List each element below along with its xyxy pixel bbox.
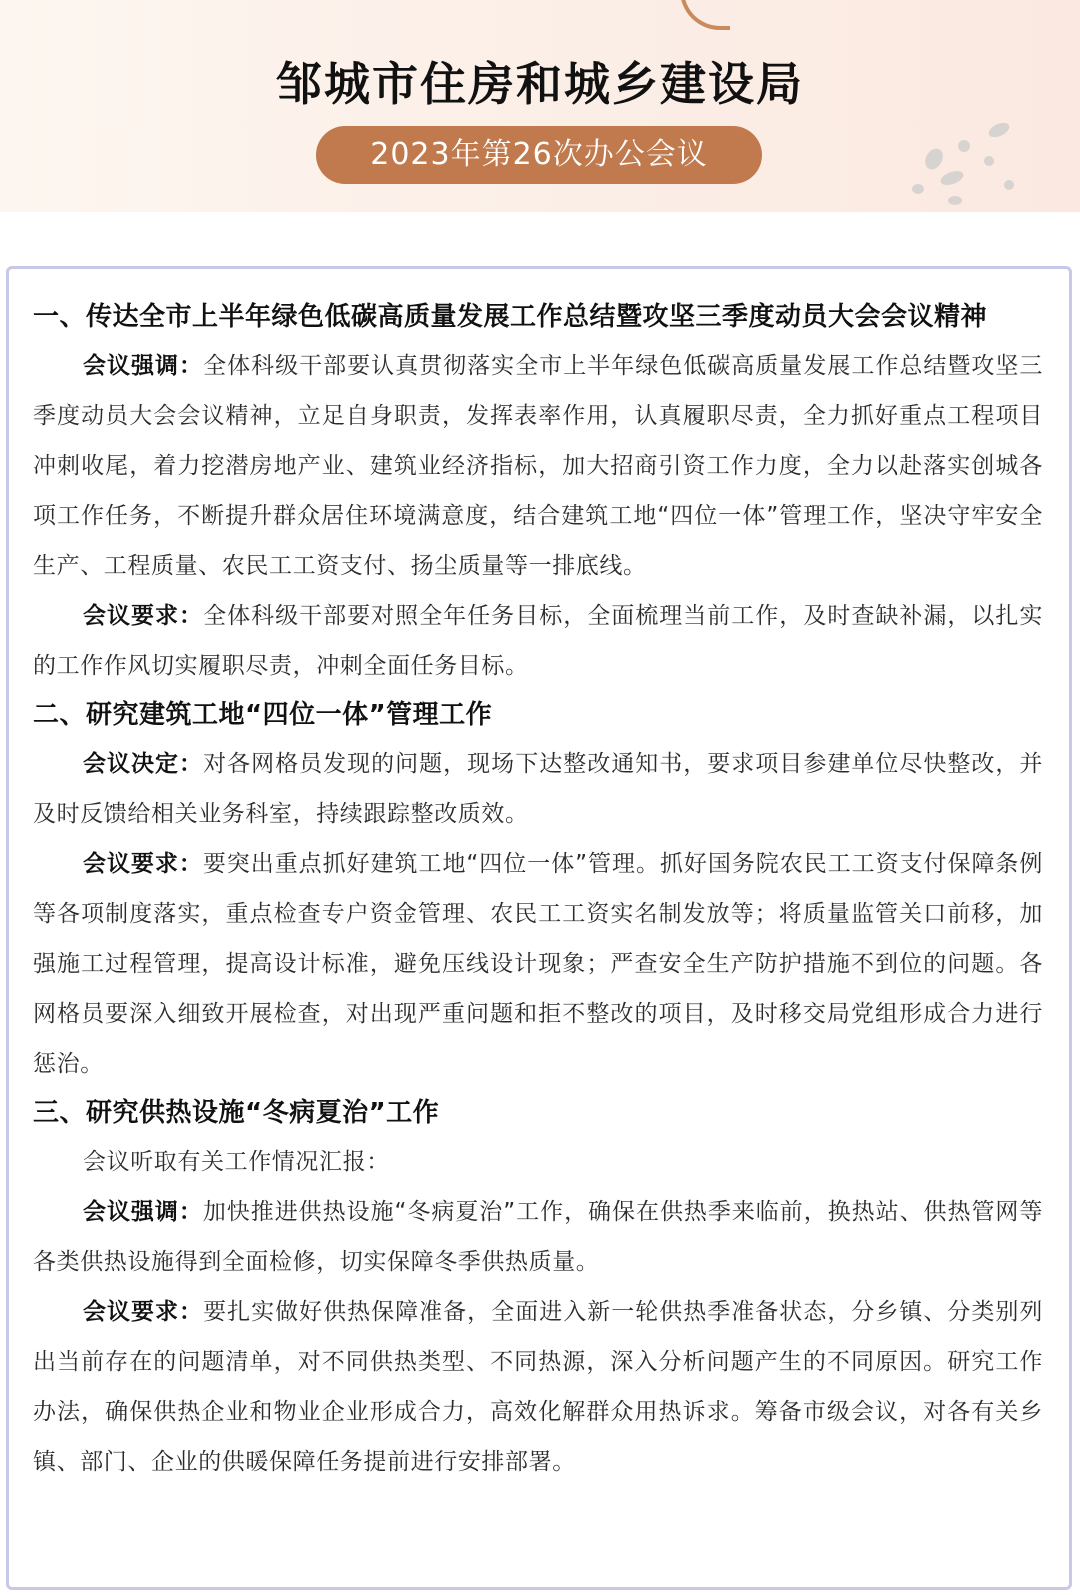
paragraph (33, 341, 1043, 591)
section-1 (33, 293, 1043, 691)
section-3 (33, 1089, 1043, 1487)
paragraph (33, 1187, 1043, 1287)
decorative-hook-icon (680, 0, 730, 30)
paragraph-label: 会议要求： (83, 1299, 204, 1325)
paragraph (33, 1287, 1043, 1487)
paragraph-text: 全体科级干部要对照全年任务目标，全面梳理当前工作，及时查缺补漏，以扎实的工作作风切实履职尽责，冲刺全面任务目标。 (33, 603, 1044, 679)
paragraph-label: 会议要求： (83, 603, 204, 629)
paragraph (33, 739, 1043, 839)
header-banner (0, 0, 1080, 212)
paragraph-text: 要扎实做好供热保障准备，全面进入新一轮供热季准备状态，分乡镇、分类别列出当前存在的问题清单，对不同供热类型、不同热源，深入分析问题产生的不同原因。研究工作办法，确保供热企业和物业企业形成合力，高效化解群众用热诉求。筹备市级会议，对各有关乡镇、部门、企业的供暖保障任务提前进行安排部署。 (33, 1299, 1044, 1475)
paragraph (33, 1137, 1043, 1187)
paragraph-label: 会议强调： (83, 353, 204, 379)
paragraph-text: 对各网格员发现的问题，现场下达整改通知书，要求项目参建单位尽快整改，并及时反馈给相关业务科室，持续跟踪整改质效。 (33, 751, 1044, 827)
section-heading: 三、研究供热设施“冬病夏治”工作 (33, 1098, 440, 1128)
paragraph (33, 591, 1043, 691)
section-2 (33, 691, 1043, 1089)
section-heading: 一、传达全市上半年绿色低碳高质量发展工作总结暨攻坚三季度动员大会会议精神 (33, 302, 988, 332)
page-title: 邹城市住房和城乡建设局 (276, 57, 804, 111)
paragraph-text: 加快推进供热设施“冬病夏治”工作，确保在供热季来临前，换热站、供热管网等各类供热设施得到全面检修，切实保障冬季供热质量。 (33, 1199, 1044, 1275)
meeting-subtitle-badge: 2023年第26次办公会议 (316, 126, 762, 184)
paragraph-text: 会议听取有关工作情况汇报： (83, 1149, 390, 1175)
paragraph-text: 要突出重点抓好建筑工地“四位一体”管理。抓好国务院农民工工资支付保障条例等各项制度落实，重点检查专户资金管理、农民工工资实名制发放等；将质量监管关口前移，加强施工过程管理，提高设计标准，避免压线设计现象；严查安全生产防护措施不到位的问题。各网格员要深入细致开展检查，对出现严重问题和拒不整改的项目，及时移交局党组形成合力进行惩治。 (33, 851, 1044, 1077)
content-panel (6, 266, 1072, 1590)
paragraph-label: 会议要求： (83, 851, 203, 877)
paragraph-label: 会议决定： (83, 751, 204, 777)
section-heading: 二、研究建筑工地“四位一体”管理工作 (33, 700, 493, 730)
paragraph-label: 会议强调： (83, 1199, 203, 1225)
paragraph-text: 全体科级干部要认真贯彻落实全市上半年绿色低碳高质量发展工作总结暨攻坚三季度动员大会会议精神，立足自身职责，发挥表率作用，认真履职尽责，全力抓好重点工程项目冲刺收尾，着力挖潜房地产业、建筑业经济指标，加大招商引资工作力度，全力以赴落实创城各项工作任务，不断提升群众居住环境满意度，结合建筑工地“四位一体”管理工作，坚决守牢安全生产、工程质量、农民工工资支付、扬尘质量等一排底线。 (33, 353, 1044, 579)
paragraph (33, 839, 1043, 1089)
